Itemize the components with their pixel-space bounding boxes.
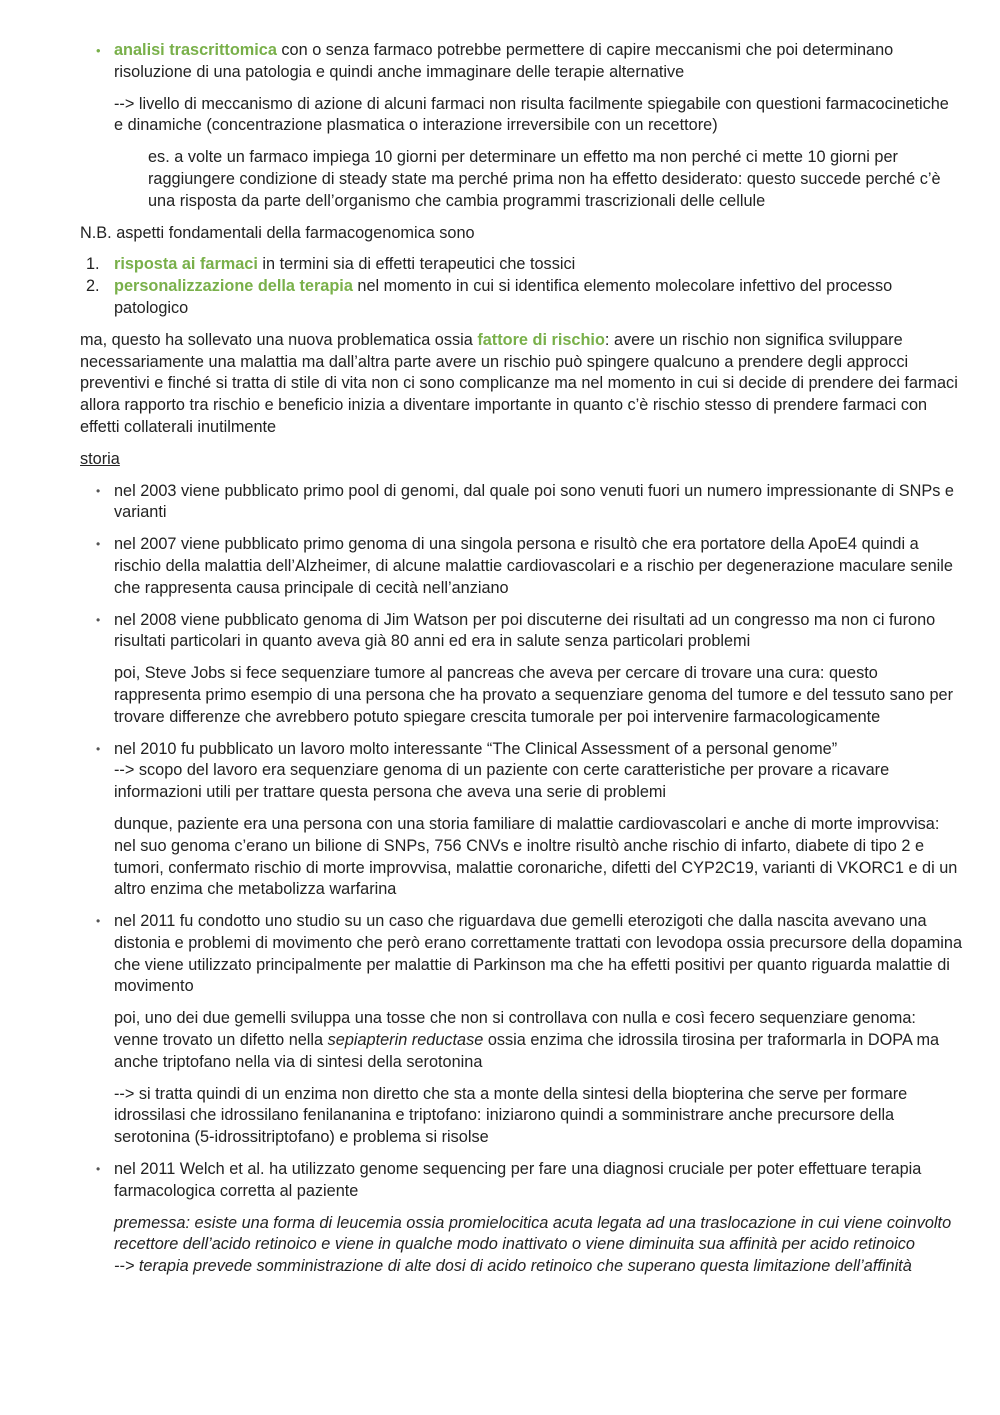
bullet-icon: • xyxy=(96,741,101,756)
document-page xyxy=(80,40,962,1288)
bullet-icon: • xyxy=(96,43,101,58)
bullet-icon: • xyxy=(96,612,101,627)
bullet-2007: • nel 2007 viene pubblicato primo genoma di una singola persona e risultò che era portatore della ApoE4 quindi a rischio della malattia dell’Alzheimer, di alcune malattie cardiovascolari e a rischio per degenerazione maculare senile che rappresenta causa principale di cecità nell’anziano xyxy=(96,535,953,597)
section-heading-storia: storia xyxy=(80,449,120,468)
bullet-icon: • xyxy=(96,483,101,498)
paragraph-steve-jobs: poi, Steve Jobs si fece sequenziare tumore al pancreas che aveva per cercare di trovare una cura: questo rappresenta primo esempio di una persona che ha provato a sequenziare genoma del tumore e del tessuto sano per trovare differenze che avrebbero potuto spiegare crescita tumorale per poi intervenire farmacologicamente xyxy=(114,664,954,726)
numbered-item-1: 1. risposta ai farmaci in termini sia di effetti terapeutici che tossici xyxy=(86,255,576,274)
bullet-icon: • xyxy=(96,1162,101,1177)
paragraph: analisi trascrittomica con o senza farmaco potrebbe permettere di capire meccanismi che poi determinano risoluzione di una patologia e quindi anche immaginare delle terapie alternative xyxy=(114,41,894,81)
nb-paragraph: N.B. aspetti fondamentali della farmacogenomica sono xyxy=(80,223,475,242)
paragraph-enzyme: --> si tratta quindi di un enzima non diretto che sta a monte della sintesi della biopterina che serve per formare idrossilasi che idrossilano fenilananina e triptofano: iniziarono quindi a somministrare anche precursore della serotonina (5-idrossitriptofano) e problema si risolse xyxy=(114,1084,908,1147)
bullet-2011-welch: • nel 2011 Welch et al. ha utilizzato genome sequencing per fare una diagnosi cruciale per poter effettuare terapia farmacologica corretta al paziente xyxy=(96,1160,922,1200)
paragraph-premise: premessa: esiste una forma di leucemia ossia promielocitica acuta legata ad una traslocazione in cui viene coinvolto recettore dell’acido retinoico e viene in qualche modo inattivato o viene diminuita sua affinità per acido retinoico --> terapia prevede somministrazione di alte dosi di acido retinoico che superano questa limitazione dell’affinità xyxy=(114,1213,952,1276)
highlight-term: personalizzazione della terapia xyxy=(114,277,353,296)
highlight-term: fattore di rischio xyxy=(477,330,605,349)
paragraph-patient: dunque, paziente era una persona con una storia familiare di malattie cardiovascolari e anche di morte improvvisa: nel suo genoma c’erano un bilione di SNPs, 756 CNVs e inoltre risultò anche rischio di infarto, diabete di tipo 2 e tumori, confermato rischio di morte improvvisa, malattie coronariche, difetti del CYP2C19, varianti di VKORC1 e di un altro enzima che metabolizza warfarina xyxy=(114,814,958,899)
paragraph-mechanism: --> livello di meccanismo di azione di alcuni farmaci non risulta facilmente spiegabile con questioni farmacocinetiche e dinamiche (concentrazione plasmatica o interazione irreversibile con un recettore) xyxy=(114,94,949,135)
paragraph-cough: poi, uno dei due gemelli sviluppa una tosse che non si controllava con nulla e così fecero sequenziare genoma: venne trovato un difetto nella sepiapterin reductase ossia enzima che idrossila tirosina per traformarla in DOPA ma anche triptofano nella via di sintesi della serotonina xyxy=(114,1009,940,1071)
bullet-2010: • nel 2010 fu pubblicato un lavoro molto interessante “The Clinical Assessment of a personal genome” --> scopo del lavoro era sequenziare genoma di un paziente con certe caratteristiche per provare a ricavare informazioni utili per trattare questa persona che aveva una serie di problemi xyxy=(96,739,890,802)
bullet-icon: • xyxy=(96,537,101,552)
bullet-2003: • nel 2003 viene pubblicato primo pool di genomi, dal quale poi sono venuti fuori un numero impressionante di SNPs e varianti xyxy=(96,481,954,522)
paragraph-example: es. a volte un farmaco impiega 10 giorni per determinare un effetto ma non perché ci mette 10 giorni per raggiungere condizione di steady state ma perché prima non ha effetto desiderato: questo succede perché c’è una risposta da parte dell’organismo che cambia programmi trascrizionali delle cellule xyxy=(148,148,941,210)
risk-paragraph: ma, questo ha sollevato una nuova problematica ossia fattore di rischio: avere un rischio non significa sviluppare necessariamente una malattia ma dall’altra parte avere un rischio può spingere qualcuno a prendere degli approcci preventivi e finché si tratta di stile di vita non ci sono complicanze ma nel momento in cui si decide di prendere dei farmaci allora rapporto tra rischio e beneficio inizia a diventare importante in quanto c’è rischio stesso di prendere farmaci con effetti collaterali inutilmente xyxy=(80,330,958,436)
highlight-term: risposta ai farmaci xyxy=(114,255,258,274)
bullet-2011-twins: • nel 2011 fu condotto uno studio su un caso che riguardava due gemelli eterozigoti che dalla nascita avevano una distonia e problemi di movimento che però erano correttamente trattati con levodopa ossia precursore della dopamina che viene utilizzato principalmente per malattie di Parkinson ma che ha effetti positivi per quanto riguarda malattie di movimento xyxy=(96,912,963,996)
bullet-transcriptomic xyxy=(80,40,962,84)
bullet-icon: • xyxy=(96,914,101,929)
highlight-term: analisi trascrittomica xyxy=(114,41,277,59)
numbered-item-2: 2. personalizzazione della terapia nel momento in cui si identifica elemento molecolare infettivo del processo patologico xyxy=(86,277,893,317)
bullet-2008: • nel 2008 viene pubblicato genoma di Jim Watson per poi discuterne dei risultati ad un congresso ma non ci furono risultati particolari in quanto aveva già 80 anni ed era in salute senza particolari problemi xyxy=(96,610,936,651)
